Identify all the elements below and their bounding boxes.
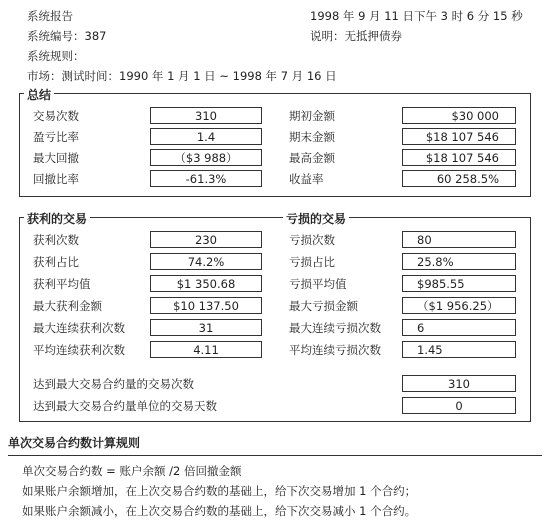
- summary-right-label: 收益率: [289, 172, 324, 186]
- rules-title: 单次交易合约数计算规则: [8, 436, 141, 450]
- profit-value: $10 137.50: [150, 297, 262, 314]
- summary-left-value: -61.3%: [150, 170, 262, 187]
- system-id: 系统编号：387: [27, 29, 107, 43]
- loss-label: 最大连续亏损次数: [289, 321, 381, 335]
- profit-label: 平均连续获利次数: [33, 343, 125, 357]
- loss-value: $985.55: [402, 275, 516, 292]
- rules-line-3: 如果账户余额减小，在上次交易合约数的基础上，给下次交易减小 1 个合约。: [22, 504, 417, 518]
- summary-right-value: 60 258.5%: [402, 170, 516, 187]
- max-contract-label: 达到最大交易合约量的交易次数: [33, 377, 194, 391]
- max-contract-value: 310: [402, 375, 516, 392]
- rules-line-1: 单次交易合约数 = 账户余额 /2 倍回撤金额: [22, 464, 242, 478]
- max-contract-label: 达到最大交易合约量单位的交易天数: [33, 399, 217, 413]
- summary-right-value: $30 000: [402, 107, 516, 124]
- summary-left-value: （$3 988）: [150, 149, 262, 166]
- profit-trades-title: 获利的交易: [24, 210, 90, 227]
- loss-value: （$1 956.25）: [402, 297, 516, 314]
- loss-trades-title: 亏损的交易: [283, 210, 349, 227]
- loss-value: 80: [402, 231, 516, 248]
- summary-right-value: $18 107 546: [402, 128, 516, 145]
- summary-left-value: 1.4: [150, 128, 262, 145]
- loss-label: 最大亏损金额: [289, 299, 358, 313]
- summary-right-label: 最高金额: [289, 151, 335, 165]
- summary-left-label: 回撤比率: [33, 172, 79, 186]
- loss-value: 6: [402, 319, 516, 336]
- summary-left-label: 交易次数: [33, 109, 79, 123]
- rules-line-2: 如果账户余额增加，在上次交易合约数的基础上，给下次交易增加 1 个合约；: [22, 484, 417, 498]
- summary-right-value: $18 107 546: [402, 149, 516, 166]
- summary-right-label: 期末金额: [289, 130, 335, 144]
- loss-label: 亏损占比: [289, 255, 335, 269]
- profit-label: 最大连续获利次数: [33, 321, 125, 335]
- summary-left-label: 盈亏比率: [33, 130, 79, 144]
- profit-value: 4.11: [150, 341, 262, 358]
- profit-value: $1 350.68: [150, 275, 262, 292]
- profit-value: 31: [150, 319, 262, 336]
- max-contract-value: 0: [402, 397, 516, 414]
- loss-label: 亏损次数: [289, 233, 335, 247]
- report-name: 系统报告: [27, 9, 73, 23]
- rules-divider: [8, 455, 542, 456]
- profit-value: 230: [150, 231, 262, 248]
- report-note: 说明：无抵押债券: [310, 29, 402, 43]
- loss-value: 25.8%: [402, 253, 516, 270]
- market-test-period: 市场：测试时间：1990 年 1 月 1 日 ~ 1998 年 7 月 16 日: [27, 69, 337, 83]
- summary-left-label: 最大回撤: [33, 151, 79, 165]
- system-rules: 系统规则：: [27, 49, 85, 63]
- report-datetime: 1998 年 9 月 11 日下午 3 时 6 分 15 秒: [310, 9, 523, 23]
- profit-label: 获利平均值: [33, 277, 91, 291]
- profit-label: 最大获利金额: [33, 299, 102, 313]
- profit-value: 74.2%: [150, 253, 262, 270]
- summary-right-label: 期初金额: [289, 109, 335, 123]
- profit-label: 获利次数: [33, 233, 79, 247]
- profit-label: 获利占比: [33, 255, 79, 269]
- loss-label: 平均连续亏损次数: [289, 343, 381, 357]
- summary-title: 总结: [24, 86, 54, 103]
- summary-left-value: 310: [150, 107, 262, 124]
- loss-label: 亏损平均值: [289, 277, 347, 291]
- loss-value: 1.45: [402, 341, 516, 358]
